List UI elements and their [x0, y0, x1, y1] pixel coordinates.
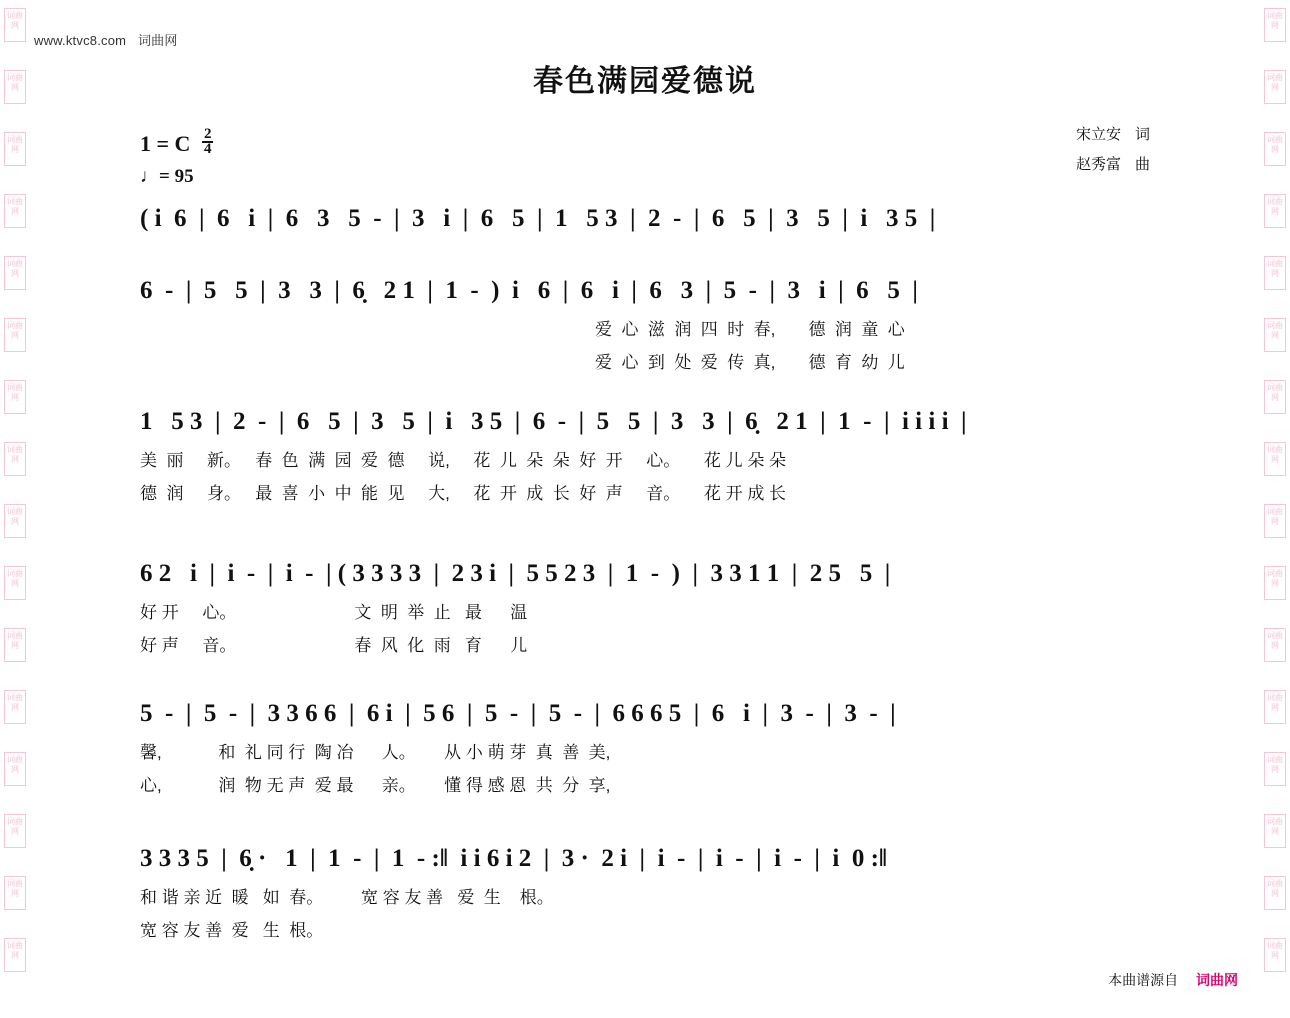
- site-name-cn: 词曲网: [137, 33, 178, 48]
- lyricist-role: 词: [1134, 126, 1150, 143]
- key-signature-text: 1 = C: [140, 131, 191, 156]
- music-system-2: [140, 277, 1150, 373]
- site-url-text: www.ktvc8.com: [34, 33, 127, 48]
- lyric-line-verse1: 好 开 心。 文 明 举 止 最 温: [140, 603, 528, 622]
- lyricist-line: [1076, 120, 1150, 150]
- watermark-mark: 词曲网: [4, 318, 26, 352]
- watermark-mark: 词曲网: [1264, 752, 1286, 786]
- lyric-line-verse2: 爱 心 到 处 爱 传 真, 德 育 幼 儿: [595, 353, 905, 372]
- watermark-mark: 词曲网: [4, 256, 26, 290]
- notation-line: 5 - | 5 - | 3 3 6 6 | 6 i | 5 6 | 5 - | 5 - | 6 6 6 5 | 6 i | 3 - | 3 - |: [140, 700, 896, 727]
- composer-role: 曲: [1134, 156, 1150, 173]
- key-signature: [140, 128, 213, 157]
- lyric-line-verse2: 心, 润 物 无 声 爱 最 亲。 懂 得 感 恩 共 分 享,: [140, 776, 611, 795]
- composer-name: 赵秀富: [1075, 156, 1121, 173]
- watermark-mark: 词曲网: [1264, 70, 1286, 104]
- watermark-mark: 词曲网: [1264, 566, 1286, 600]
- lyric-line-verse1: 馨, 和 礼 同 行 陶 冶 人。 从 小 萌 芽 真 善 美,: [140, 743, 611, 762]
- watermark-mark: 词曲网: [4, 566, 26, 600]
- site-url: [34, 30, 178, 49]
- notation-line: ( i 6 | 6 i | 6 3 5 - | 3 i | 6 5 | 1 5 3 | 2 - | 6 5 | 3 5 | i 3 5 |: [140, 205, 936, 232]
- time-signature-denominator: 4: [203, 141, 212, 157]
- watermark-mark: 词曲网: [1264, 504, 1286, 538]
- lyricist-name: 宋立安: [1075, 126, 1121, 143]
- lyric-line-verse1: 美 丽 新。 春 色 满 园 爱 德 说, 花 儿 朵 朵 好 开 心。 花 儿 朵 朵: [140, 451, 787, 470]
- notation-line: 6 - | 5 5 | 3 3 | 6̣ 2 1 | 1 - ) i 6 | 6 i | 6 3 | 5 - | 3 i | 6 5 |: [140, 277, 918, 304]
- music-system-1: [140, 205, 1150, 233]
- tempo-marking: ♩= 95: [140, 166, 194, 187]
- notation-line: 6 2 i | i - | i - | ( 3 3 3 3 | 2 3 i | 5 5 2 3 | 1 - ) | 3 3 1 1 | 2 5 5 |: [140, 560, 891, 587]
- watermark-mark: 词曲网: [4, 938, 26, 972]
- watermark-mark: 词曲网: [1264, 132, 1286, 166]
- page-title: 春色满园爱德说: [533, 65, 757, 98]
- composer-line: [1076, 150, 1150, 180]
- credits: [1076, 120, 1150, 180]
- watermark-mark: 词曲网: [1264, 628, 1286, 662]
- watermark-mark: 词曲网: [4, 194, 26, 228]
- watermark-mark: 词曲网: [4, 628, 26, 662]
- watermark-mark: 词曲网: [4, 504, 26, 538]
- music-system-5: [140, 700, 1150, 796]
- watermark-column-left: [0, 0, 30, 1018]
- footer: [1108, 970, 1238, 990]
- watermark-mark: 词曲网: [1264, 814, 1286, 848]
- watermark-mark: 词曲网: [4, 70, 26, 104]
- notation-line: 3 3 3 5 | 6̣ · 1 | 1 - | 1 - :‖ i i 6 i 2 | 3 · 2 i | i - | i - | i - | i 0 :‖: [140, 845, 888, 872]
- music-system-4: [140, 560, 1150, 656]
- watermark-mark: 词曲网: [4, 380, 26, 414]
- watermark-mark: 词曲网: [4, 8, 26, 42]
- footer-brand[interactable]: 词曲网: [1196, 972, 1238, 988]
- lyric-line-verse1: 爱 心 滋 润 四 时 春, 德 润 童 心: [595, 320, 905, 339]
- time-signature-numerator: 2: [203, 126, 212, 142]
- watermark-mark: 词曲网: [4, 876, 26, 910]
- watermark-mark: 词曲网: [4, 132, 26, 166]
- watermark-mark: 词曲网: [4, 752, 26, 786]
- lyric-line-verse2: 宽 容 友 善 爱 生 根。: [140, 921, 324, 940]
- watermark-mark: 词曲网: [1264, 194, 1286, 228]
- watermark-column-right: [1260, 0, 1290, 1018]
- lyric-line-verse2: 好 声 音。 春 风 化 雨 育 儿: [140, 636, 528, 655]
- watermark-mark: 词曲网: [1264, 256, 1286, 290]
- watermark-mark: 词曲网: [1264, 318, 1286, 352]
- watermark-mark: 词曲网: [4, 814, 26, 848]
- notation-line: 1 5 3 | 2 - | 6 5 | 3 5 | i 3 5 | 6 - | 5 5 | 3 3 | 6̣ 2 1 | 1 - | i i i i |: [140, 408, 967, 435]
- watermark-mark: 词曲网: [4, 690, 26, 724]
- footer-note: 本曲谱源自: [1108, 972, 1179, 988]
- music-system-6: [140, 845, 1150, 941]
- time-signature: [202, 128, 214, 156]
- watermark-mark: 词曲网: [1264, 442, 1286, 476]
- lyric-line-verse2: 德 润 身。 最 喜 小 中 能 见 大, 花 开 成 长 好 声 音。 花 开 成 长: [140, 484, 787, 503]
- watermark-mark: 词曲网: [4, 442, 26, 476]
- watermark-mark: 词曲网: [1264, 8, 1286, 42]
- watermark-mark: 词曲网: [1264, 380, 1286, 414]
- watermark-mark: 词曲网: [1264, 876, 1286, 910]
- watermark-mark: 词曲网: [1264, 938, 1286, 972]
- watermark-mark: 词曲网: [1264, 690, 1286, 724]
- lyric-line-verse1: 和 谐 亲 近 暖 如 春。 宽 容 友 善 爱 生 根。: [140, 888, 554, 907]
- music-system-3: [140, 408, 1150, 504]
